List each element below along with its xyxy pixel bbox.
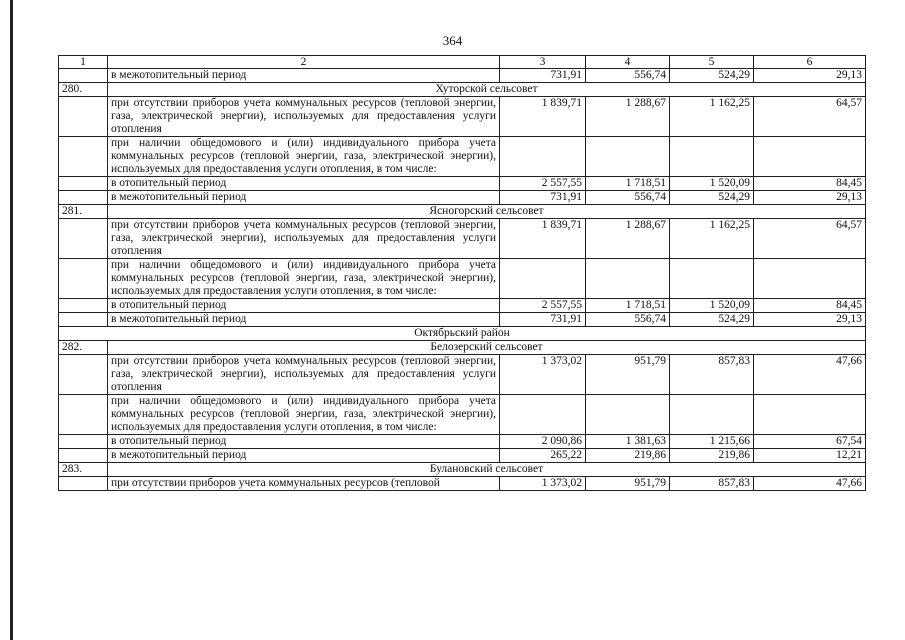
value-col-6: 29,13 xyxy=(754,313,866,327)
row-description: при наличии общедомового и (или) индивидуального прибора учета коммунальных ресурсов (тепловой энергии, газа, электрической энергии), используемых для предоставления услуги отопления, в том числе: xyxy=(108,259,500,299)
value-col-6: 12,21 xyxy=(754,449,866,463)
header-cell: 2 xyxy=(108,56,500,69)
header-cell: 4 xyxy=(586,56,670,69)
value-col-6 xyxy=(754,395,866,435)
value-col-5 xyxy=(670,259,754,299)
table-row xyxy=(59,355,866,395)
settlement-title: Ясногорский сельсовет xyxy=(108,205,866,219)
row-description: в отопительный период xyxy=(108,299,500,313)
header-cell: 5 xyxy=(670,56,754,69)
value-col-6: 67,54 xyxy=(754,435,866,449)
table-row xyxy=(59,299,866,313)
row-number xyxy=(59,191,108,205)
table-row xyxy=(59,435,866,449)
value-col-3: 265,22 xyxy=(500,449,586,463)
row-description: в отопительный период xyxy=(108,177,500,191)
row-description: при отсутствии приборов учета коммунальных ресурсов (тепловой энергии, газа, электрической энергии), используемых для предоставления услуги отопления xyxy=(108,219,500,259)
value-col-6: 64,57 xyxy=(754,97,866,137)
row-number xyxy=(59,313,108,327)
value-col-4: 556,74 xyxy=(586,69,670,83)
header-cell: 6 xyxy=(754,56,866,69)
district-title: Октябрьский район xyxy=(59,327,866,341)
value-col-4: 951,79 xyxy=(586,355,670,395)
value-col-5: 524,29 xyxy=(670,69,754,83)
value-col-5: 1 162,25 xyxy=(670,97,754,137)
header-cell: 3 xyxy=(500,56,586,69)
settlement-row xyxy=(59,205,866,219)
value-col-5: 1 520,09 xyxy=(670,299,754,313)
table-row xyxy=(59,137,866,177)
settlement-row xyxy=(59,341,866,355)
table-row xyxy=(59,177,866,191)
district-row xyxy=(59,327,866,341)
row-description: при отсутствии приборов учета коммунальных ресурсов (тепловой энергии, газа, электрической энергии), используемых для предоставления услуги отопления xyxy=(108,355,500,395)
value-col-4: 219,86 xyxy=(586,449,670,463)
table-row xyxy=(59,97,866,137)
row-description: в межотопительный период xyxy=(108,313,500,327)
header-cell: 1 xyxy=(59,56,108,69)
value-col-4 xyxy=(586,259,670,299)
row-number: 281. xyxy=(59,205,108,219)
value-col-6: 29,13 xyxy=(754,191,866,205)
value-col-5: 1 215,66 xyxy=(670,435,754,449)
value-col-6: 84,45 xyxy=(754,299,866,313)
table-row xyxy=(59,219,866,259)
value-col-6: 47,66 xyxy=(754,477,866,491)
value-col-6: 64,57 xyxy=(754,219,866,259)
table-row xyxy=(59,449,866,463)
row-description: при наличии общедомового и (или) индивидуального прибора учета коммунальных ресурсов (тепловой энергии, газа, электрической энергии), используемых для предоставления услуги отопления, в том числе: xyxy=(108,137,500,177)
row-number xyxy=(59,355,108,395)
value-col-4: 1 718,51 xyxy=(586,177,670,191)
row-description: при отсутствии приборов учета коммунальных ресурсов (тепловой xyxy=(108,477,500,491)
row-number: 283. xyxy=(59,463,108,477)
value-col-3: 1 373,02 xyxy=(500,355,586,395)
row-number xyxy=(59,97,108,137)
row-number xyxy=(59,137,108,177)
value-col-5: 857,83 xyxy=(670,355,754,395)
table-header-row xyxy=(59,56,866,69)
row-number xyxy=(59,435,108,449)
value-col-3 xyxy=(500,137,586,177)
row-description: в отопительный период xyxy=(108,435,500,449)
value-col-4 xyxy=(586,137,670,177)
settlement-title: Хуторской сельсовет xyxy=(108,83,866,97)
row-number xyxy=(59,299,108,313)
row-description: в межотопительный период xyxy=(108,69,500,83)
table-row xyxy=(59,313,866,327)
row-number xyxy=(59,395,108,435)
left-margin-bar xyxy=(10,0,13,640)
value-col-6 xyxy=(754,259,866,299)
row-number: 280. xyxy=(59,83,108,97)
value-col-4: 1 718,51 xyxy=(586,299,670,313)
settlement-row xyxy=(59,83,866,97)
table-row xyxy=(59,477,866,491)
value-col-3: 1 839,71 xyxy=(500,97,586,137)
row-number: 282. xyxy=(59,341,108,355)
row-description: в межотопительный период xyxy=(108,191,500,205)
row-number xyxy=(59,449,108,463)
tariff-table xyxy=(58,55,866,491)
value-col-5 xyxy=(670,137,754,177)
value-col-3: 2 557,55 xyxy=(500,177,586,191)
value-col-6: 84,45 xyxy=(754,177,866,191)
row-number xyxy=(59,219,108,259)
value-col-5: 524,29 xyxy=(670,313,754,327)
row-number xyxy=(59,69,108,83)
value-col-4: 951,79 xyxy=(586,477,670,491)
row-description: в межотопительный период xyxy=(108,449,500,463)
row-number xyxy=(59,259,108,299)
value-col-4: 1 288,67 xyxy=(586,219,670,259)
table-row xyxy=(59,259,866,299)
value-col-4 xyxy=(586,395,670,435)
table-row xyxy=(59,395,866,435)
page-number: 364 xyxy=(442,33,463,48)
row-description: при отсутствии приборов учета коммунальных ресурсов (тепловой энергии, газа, электрической энергии), используемых для предоставления услуги отопления xyxy=(108,97,500,137)
value-col-6 xyxy=(754,137,866,177)
value-col-5: 1 162,25 xyxy=(670,219,754,259)
row-number xyxy=(59,477,108,491)
row-description: при наличии общедомового и (или) индивидуального прибора учета коммунальных ресурсов (тепловой энергии, газа, электрической энергии), используемых для предоставления услуги отопления, в том числе: xyxy=(108,395,500,435)
value-col-4: 556,74 xyxy=(586,191,670,205)
settlement-title: Белозерский сельсовет xyxy=(108,341,866,355)
value-col-3: 731,91 xyxy=(500,191,586,205)
value-col-3 xyxy=(500,395,586,435)
table-row xyxy=(59,191,866,205)
table-row xyxy=(59,69,866,83)
value-col-4: 556,74 xyxy=(586,313,670,327)
value-col-3: 2 557,55 xyxy=(500,299,586,313)
settlement-title: Булановский сельсовет xyxy=(108,463,866,477)
value-col-5: 1 520,09 xyxy=(670,177,754,191)
value-col-6: 29,13 xyxy=(754,69,866,83)
row-number xyxy=(59,177,108,191)
value-col-5: 857,83 xyxy=(670,477,754,491)
value-col-3: 731,91 xyxy=(500,69,586,83)
value-col-4: 1 288,67 xyxy=(586,97,670,137)
value-col-3: 731,91 xyxy=(500,313,586,327)
value-col-3 xyxy=(500,259,586,299)
value-col-4: 1 381,63 xyxy=(586,435,670,449)
value-col-6: 47,66 xyxy=(754,355,866,395)
value-col-3: 2 090,86 xyxy=(500,435,586,449)
value-col-5: 524,29 xyxy=(670,191,754,205)
value-col-5 xyxy=(670,395,754,435)
value-col-5: 219,86 xyxy=(670,449,754,463)
value-col-3: 1 839,71 xyxy=(500,219,586,259)
value-col-3: 1 373,02 xyxy=(500,477,586,491)
settlement-row xyxy=(59,463,866,477)
